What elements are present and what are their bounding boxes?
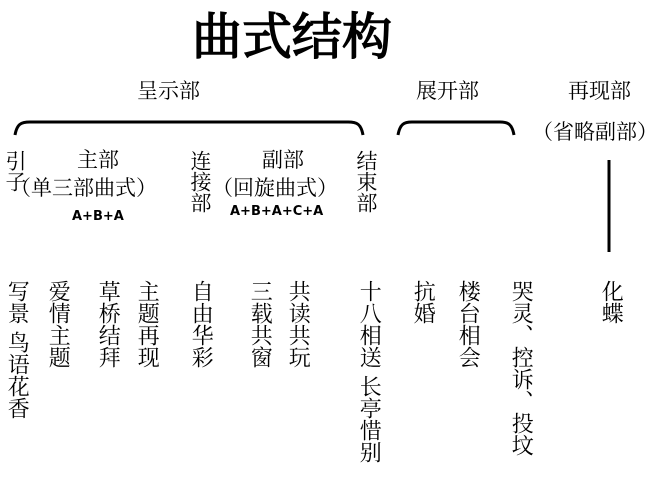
scene-dev-3: 哭灵、控诉、投坟 (508, 280, 534, 456)
part-ending: 结束部 (354, 150, 378, 213)
scene-main-2: 草桥结拜 (95, 280, 121, 368)
part-sub-note: （回旋曲式） (212, 176, 338, 200)
part-main-formula: A+B+A (72, 209, 124, 224)
scene-main-1: 爱情主题 (45, 280, 71, 368)
scene-ending: 十八相送 长亭惜别 (356, 280, 382, 463)
part-main: 主部 (77, 148, 119, 172)
diagram-title: 曲式结构 (192, 7, 392, 66)
exposition-brace (15, 122, 363, 135)
section-development: 展开部 (416, 79, 479, 103)
scene-intro: 写景 鸟语花香 (4, 280, 30, 419)
scene-bridge: 自由华彩 (188, 280, 214, 368)
scene-sub-2: 共读共玩 (285, 280, 311, 368)
part-bridge: 连接部 (188, 150, 212, 213)
section-exposition: 呈示部 (137, 79, 200, 103)
part-intro: 引子 (3, 150, 27, 192)
part-sub: 副部 (262, 148, 304, 172)
recap-note: （省略副部） (532, 120, 658, 144)
part-sub-formula: A+B+A+C+A (230, 204, 324, 219)
development-brace (398, 122, 514, 135)
scene-main-3: 主题再现 (134, 280, 160, 368)
scene-dev-1: 抗婚 (410, 280, 436, 324)
scene-recap: 化蝶 (598, 280, 624, 324)
scene-dev-2: 楼台相会 (455, 280, 481, 368)
part-main-note: （单三部曲式） (10, 176, 157, 200)
scene-sub-1: 三载共窗 (247, 280, 273, 368)
section-recapitulation: 再现部 (568, 79, 631, 103)
